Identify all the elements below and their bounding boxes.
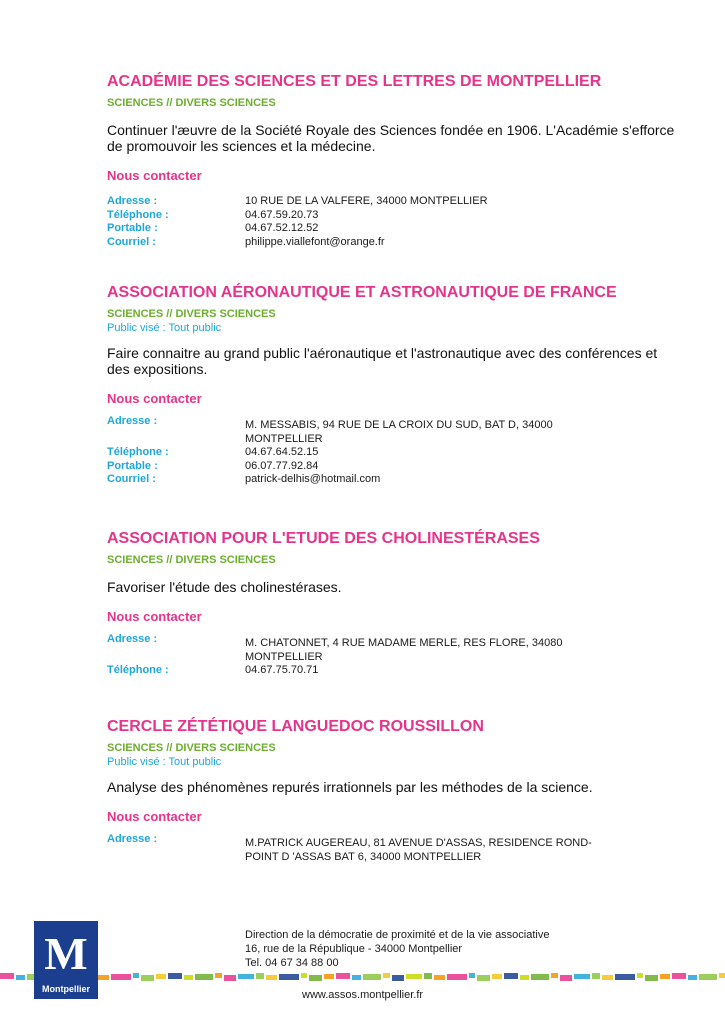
- entry-category: SCIENCES // DIVERS SCIENCES: [107, 554, 276, 566]
- contact-value: 04.67.75.70.71: [245, 664, 319, 676]
- contact-label: Courriel :: [107, 473, 156, 485]
- band-segment: [238, 974, 254, 979]
- band-segment: [16, 975, 25, 980]
- contact-label: Adresse :: [107, 195, 158, 207]
- contact-row-mobile: [107, 222, 677, 236]
- band-segment: [469, 973, 475, 978]
- band-segment: [551, 973, 558, 978]
- band-segment: [279, 974, 299, 980]
- association-entry: [107, 717, 677, 864]
- contact-label: Portable :: [107, 222, 158, 234]
- contact-value: 04.67.64.52.15: [245, 446, 319, 458]
- band-segment: [645, 975, 658, 981]
- entry-description: Favoriser l'étude des cholinestérases.: [107, 579, 342, 595]
- band-segment: [592, 973, 600, 979]
- entry-audience: Public visé : Tout public: [107, 322, 222, 334]
- band-segment: [133, 973, 139, 978]
- band-segment: [615, 974, 635, 980]
- entry-category: SCIENCES // DIVERS SCIENCES: [107, 742, 276, 754]
- entry-title: ACADÉMIE DES SCIENCES ET DES LETTRES DE MONTPELLIER: [107, 73, 602, 90]
- band-segment: [363, 974, 381, 980]
- band-segment: [215, 973, 222, 978]
- contact-value: M.PATRICK AUGEREAU, 81 AVENUE D'ASSAS, RESIDENCE ROND-POINT D 'ASSAS BAT 6, 34000 MONTPELLIER: [245, 837, 592, 863]
- contact-row-phone: [107, 664, 677, 678]
- color-stripe-band: [0, 972, 725, 982]
- band-segment: [224, 975, 236, 981]
- contact-row-mobile: [107, 460, 677, 474]
- contact-row-email: [107, 236, 677, 250]
- contact-row-phone: [107, 209, 677, 223]
- band-segment: [660, 974, 670, 979]
- association-entry: [107, 72, 677, 249]
- band-segment: [184, 975, 193, 980]
- contact-label: Adresse :: [107, 833, 158, 845]
- contact-email-link[interactable]: patrick-delhis@hotmail.com: [245, 473, 381, 485]
- contact-label: Téléphone :: [107, 208, 169, 221]
- contact-heading: Nous contacter: [107, 609, 202, 624]
- association-entry: [107, 283, 677, 487]
- band-segment: [111, 974, 131, 980]
- contact-row-address: [107, 634, 677, 664]
- contact-row-phone: [107, 446, 677, 460]
- band-segment: [309, 975, 322, 981]
- entry-description: Faire connaitre au grand public l'aéronautique et l'astronautique avec des conférences et des expositions.: [107, 345, 658, 377]
- entry-category: SCIENCES // DIVERS SCIENCES: [107, 308, 276, 320]
- montpellier-logo: [34, 921, 98, 999]
- entry-title: CERCLE ZÉTÉTIQUE LANGUEDOC ROUSSILLON: [107, 718, 484, 735]
- contact-row-address: [107, 834, 677, 864]
- contact-value: 04.67.52.12.52: [245, 222, 319, 234]
- contact-list: [107, 195, 677, 249]
- footer-line: Direction de la démocratie de proximité et de la vie associative: [245, 929, 550, 941]
- band-segment: [195, 974, 213, 980]
- band-segment: [574, 974, 590, 979]
- entry-description: Analyse des phénomènes repurés irrationnels par les méthodes de la science.: [107, 779, 593, 795]
- band-segment: [434, 975, 445, 980]
- band-segment: [719, 973, 725, 978]
- contact-heading: Nous contacter: [107, 168, 202, 183]
- band-segment: [156, 974, 166, 979]
- band-segment: [266, 975, 277, 980]
- band-segment: [531, 974, 549, 980]
- band-segment: [520, 975, 529, 980]
- footer-line: Tel. 04 67 34 88 00: [245, 957, 339, 969]
- band-segment: [672, 973, 686, 979]
- contact-label: Téléphone :: [107, 664, 169, 676]
- contact-email-link[interactable]: philippe.viallefont@orange.fr: [245, 235, 385, 248]
- contact-row-email: [107, 473, 677, 487]
- band-segment: [98, 975, 109, 980]
- band-segment: [141, 975, 154, 981]
- band-segment: [301, 973, 307, 978]
- contact-heading: Nous contacter: [107, 391, 202, 406]
- contact-label: Téléphone :: [107, 446, 169, 458]
- entry-title: ASSOCIATION POUR L'ETUDE DES CHOLINESTÉRASES: [107, 530, 540, 547]
- band-segment: [256, 973, 264, 979]
- logo-name: Montpellier: [41, 984, 90, 994]
- entry-audience: Public visé : Tout public: [107, 756, 222, 768]
- contact-value: M. CHATONNET, 4 RUE MADAME MERLE, RES FLORE, 34080 MONTPELLIER: [245, 637, 563, 663]
- band-segment: [424, 973, 432, 979]
- entry-title: ASSOCIATION AÉRONAUTIQUE ET ASTRONAUTIQUE DE FRANCE: [107, 284, 617, 301]
- contact-list: [107, 634, 677, 678]
- band-segment: [637, 973, 643, 978]
- band-segment: [406, 974, 422, 979]
- contact-label: Courriel :: [107, 235, 156, 248]
- contact-row-address: [107, 416, 677, 446]
- band-segment: [352, 975, 361, 980]
- band-segment: [392, 975, 404, 981]
- band-segment: [560, 975, 572, 981]
- entry-category: SCIENCES // DIVERS SCIENCES: [107, 97, 276, 109]
- band-segment: [492, 974, 502, 979]
- band-segment: [324, 974, 334, 979]
- contact-list: [107, 416, 677, 487]
- band-segment: [504, 973, 518, 979]
- association-entry: [107, 529, 677, 678]
- band-segment: [0, 973, 14, 979]
- band-segment: [336, 973, 350, 979]
- entry-description: Continuer l'æuvre de la Société Royale des Sciences fondée en 1906. L'Académie s'efforce de promouvoir les sciences et la médecine.: [107, 122, 675, 154]
- band-segment: [168, 973, 182, 979]
- band-segment: [602, 975, 613, 980]
- contact-label: Portable :: [107, 459, 158, 472]
- contact-row-address: [107, 195, 677, 209]
- contact-value: 06.07.77.92.84: [245, 459, 319, 472]
- contact-label: Adresse :: [107, 415, 158, 427]
- contact-label: Adresse :: [107, 633, 158, 645]
- footer-line: 16, rue de la République - 34000 Montpellier: [245, 943, 463, 955]
- footer-address: [245, 928, 549, 970]
- band-segment: [447, 974, 467, 980]
- band-segment: [477, 975, 490, 981]
- contact-value: 10 RUE DE LA VALFERE, 34000 MONTPELLIER: [245, 195, 488, 207]
- logo-letter: M: [44, 928, 88, 979]
- band-segment: [699, 974, 717, 980]
- contact-value: M. MESSABIS, 94 RUE DE LA CROIX DU SUD, BAT D, 34000 MONTPELLIER: [245, 419, 553, 445]
- band-segment: [688, 975, 697, 980]
- website-link[interactable]: www.assos.montpellier.fr: [302, 989, 424, 1001]
- contact-value: 04.67.59.20.73: [245, 208, 319, 221]
- band-segment: [383, 973, 390, 978]
- contact-list: [107, 834, 677, 864]
- contact-heading: Nous contacter: [107, 809, 202, 824]
